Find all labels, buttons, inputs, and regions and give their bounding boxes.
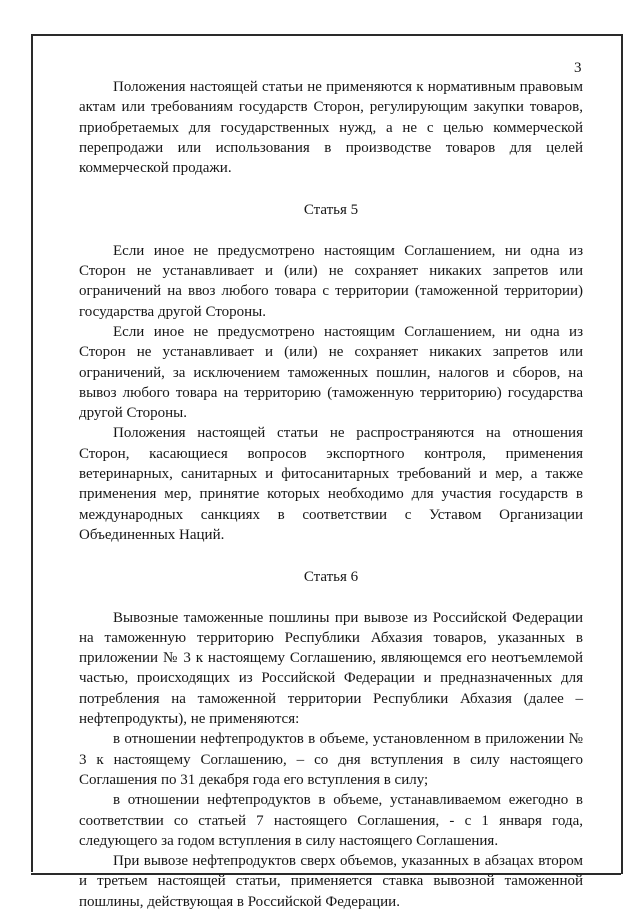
page-frame-top [31, 34, 621, 36]
article-6-item: в отношении нефтепродуктов в объеме, устанавливаемом ежегодно в соответствии со статьей 7 настоящего Соглашения, - с 1 января года, следующего за годом вступления в силу настоящего Соглашения. [79, 792, 583, 849]
intro-paragraph: Положения настоящей статьи не применяются к нормативным правовым актам или требованиям государств Сторон, регулирующим закупки товаров, приобретаемых для государственных нужд, а не с целью коммерческой перепродажи или использования в производстве товаров для целей коммерческой продажи. [79, 79, 583, 177]
page-number: 3 [574, 60, 582, 76]
document-body [79, 77, 583, 912]
article-5-paragraph: Если иное не предусмотрено настоящим Соглашением, ни одна из Сторон не устанавливает и (или) не сохраняет никаких запретов или ограничений, за исключением таможенных пошлин, налогов и сборов, на вывоз любого товара на территорию (таможенную территорию) государства другой Стороны. [79, 323, 583, 422]
article-6-heading: Статья 6 [303, 569, 359, 586]
article-6-paragraph: Вывозные таможенные пошлины при вывозе из Российской Федерации на таможенную территорию Республики Абхазия товаров, указанных в приложении № 3 к настоящему Соглашению, являющемся его неотъемлемой частью, происходящих из Российской Федерации и предназначенных для потребления на таможенной территории Республики Абхазия (далее – нефтепродукты), не применяются: [79, 609, 583, 728]
page-frame-left [31, 34, 33, 872]
article-6-item: в отношении нефтепродуктов в объеме, установленном в приложении № 3 к настоящему Соглашению, – со дня вступления в силу настоящего Соглашения по 31 декабря года его вступления в силу; [79, 731, 583, 788]
article-5-paragraph: Если иное не предусмотрено настоящим Соглашением, ни одна из Сторон не устанавливает и (или) не сохраняет никаких запретов или ограничений на ввоз любого товара с территории (таможенной территории) государства другой Стороны. [79, 242, 583, 320]
article-6-paragraph: При вывозе нефтепродуктов сверх объемов, указанных в абзацах втором и третьем настоящей статьи, применяется ставка вывозной таможенной пошлины, действующая в Российской Федерации. [79, 853, 583, 910]
page-frame-right [621, 34, 623, 874]
article-5-paragraph: Положения настоящей статьи не распространяются на отношения Сторон, касающиеся вопросов экспортного контроля, применения ветеринарных, санитарных и фитосанитарных требований и мер, а также применения мер, принятие которых необходимо для участия государств в международных санкциях в соответствии с Уставом Организации Объединенных Наций. [79, 425, 583, 543]
article-5-heading: Статья 5 [303, 202, 359, 219]
